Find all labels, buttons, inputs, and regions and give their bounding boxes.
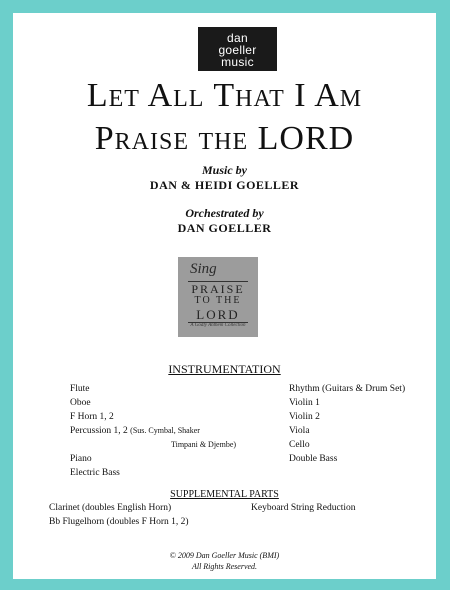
copyright-line: © 2009 Dan Goeller Music (BMI): [169, 551, 280, 560]
logo-line-2: goeller: [218, 43, 257, 57]
orchestrated-by-label: Orchestrated by: [185, 206, 264, 220]
percussion-note: (Sus. Cymbal, Shaker: [130, 426, 200, 435]
instrumentation-heading: INSTRUMENTATION: [168, 362, 281, 376]
logo-line-1: dan: [227, 31, 248, 45]
publisher-logo: [198, 27, 277, 71]
instrument-right-1: Violin 1: [289, 398, 320, 408]
composer-name: DAN & HEIDI GOELLER: [149, 178, 300, 192]
logo-line-3: music: [221, 55, 254, 69]
supplemental-left-0: Clarinet (doubles English Horn): [49, 503, 172, 513]
instrument-left-3: [70, 424, 200, 438]
cover-praise-text: PRAISE: [191, 282, 245, 296]
supplemental-right-0: Keyboard String Reduction: [251, 503, 356, 513]
instrument-left-4: Timpani & Djembe): [171, 440, 237, 449]
album-cover-image: [178, 257, 258, 337]
cover-sing-text: Sing: [190, 261, 217, 277]
orchestrator-name: DAN GOELLER: [177, 221, 272, 235]
cover-subtitle: A Godly Anthem Collection: [190, 323, 246, 328]
instrument-right-2: Violin 2: [289, 412, 320, 422]
instrument-right-4: Cello: [289, 440, 310, 450]
music-by-label: Music by: [202, 163, 247, 177]
supplemental-left-1: Bb Flugelhorn (doubles F Horn 1, 2): [49, 517, 189, 527]
cover-to-the-text: TO THE: [194, 295, 242, 306]
instrument-left-1: Oboe: [70, 398, 91, 408]
instrument-left-5: Piano: [70, 454, 92, 464]
instrument-right-0: Rhythm (Guitars & Drum Set): [289, 384, 406, 394]
supplemental-heading: SUPPLEMENTAL PARTS: [170, 489, 279, 500]
title-line-2: Praise the LORD: [94, 120, 355, 157]
cover-lord-text: LORD: [196, 307, 240, 322]
instrument-right-5: Double Bass: [289, 454, 338, 464]
instrument-left-6: Electric Bass: [70, 468, 120, 478]
score-cover-page: [13, 13, 436, 579]
instrument-left-0: Flute: [70, 384, 90, 394]
rights-line: All Rights Reserved.: [191, 562, 258, 571]
title-line-1: Let All That I Am: [86, 77, 363, 114]
percussion-label: Percussion 1, 2: [70, 426, 128, 436]
instrument-right-3: Viola: [289, 426, 310, 436]
instrument-left-2: F Horn 1, 2: [70, 412, 114, 422]
